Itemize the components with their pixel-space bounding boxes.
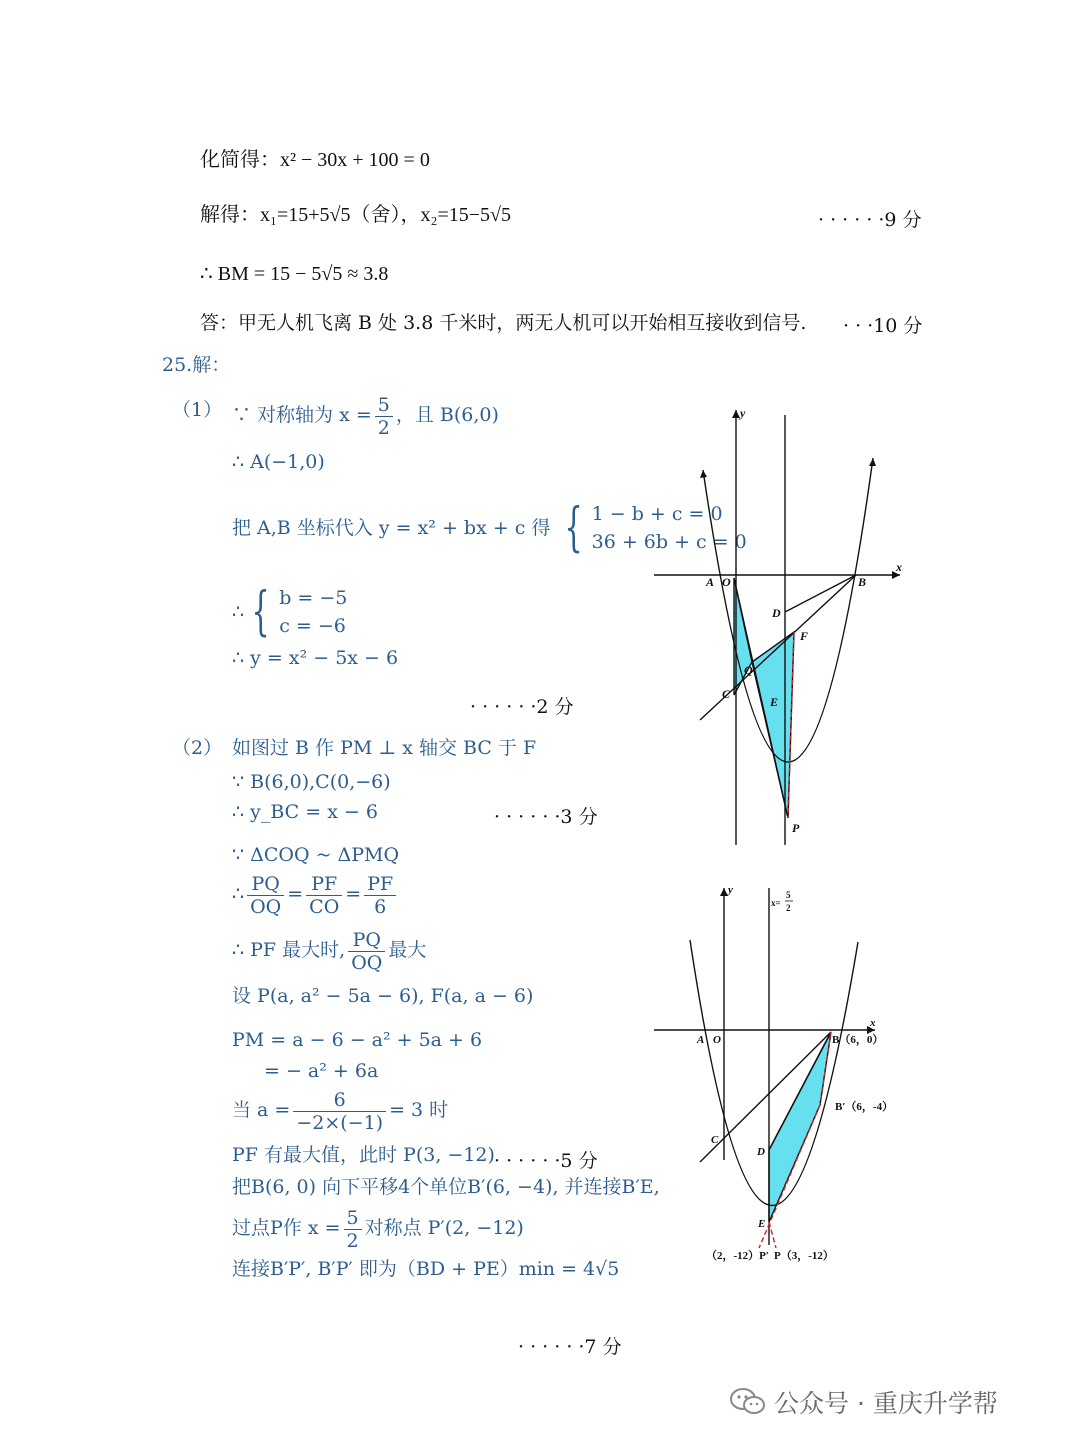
part2-line5: ∴ $\frac{PQ}{OQ}$ = $\frac{PF}{CO}$ = $\frac{PF}{6}$ <box>232 870 399 918</box>
fig1-label-A: A <box>706 575 715 589</box>
fig1-label-D: D <box>772 606 781 620</box>
fig1-label-B: B <box>858 575 867 589</box>
part2-line6: ∴ PF 最大时, $\frac{PQ}{OQ}$ 最大 <box>232 928 427 974</box>
q24-answer: 答：甲无人机飞离 B 处 3.8 千米时，两无人机可以开始相互接收到信号. <box>200 312 807 334</box>
part2-line11: PF 有最大值，此时 P(3, −12) <box>232 1144 495 1166</box>
q24-line1: 化简得：x² − 30x + 100 = 0 <box>200 149 430 171</box>
q25-header: 25.解： <box>162 354 231 376</box>
fig2-axis-den: 2 <box>786 903 791 913</box>
fig2-label-C: C <box>711 1134 719 1146</box>
part2-line4: ∵ ΔCOQ ~ ΔPMQ <box>232 844 400 866</box>
fig2-label-Bprime: B′（6，-4） <box>835 1101 894 1113</box>
part1-line1: ∵ 对称轴为 x = $\frac{5}{2}$ ，且 B(6,0) <box>232 393 499 439</box>
figure-2 <box>640 880 910 1280</box>
q24-line3: ∴ BM = 15 − 5√5 ≈ 3.8 <box>200 263 389 285</box>
part2-line8: PM = a − 6 − a² + 5a + 6 <box>232 1029 483 1051</box>
watermark-text: 公众号 · 重庆升学帮 <box>774 1389 998 1418</box>
fig2-line-EP <box>769 1222 776 1248</box>
fig1-label-O: O <box>722 575 731 589</box>
wechat-icon <box>730 1387 766 1417</box>
fig2-axis-num: 5 <box>786 890 791 900</box>
fig2-shaded-region <box>769 1032 831 1222</box>
fraction-five-halves: $\frac{5}{2}$ <box>375 394 393 439</box>
fig2-axis-label: x= <box>771 898 781 908</box>
part2-line12: 把B(6, 0) 向下平移4个单位B′(6, −4), 并连接B′E, <box>232 1176 660 1198</box>
part2-line9: = − a² + 6a <box>264 1060 379 1082</box>
fig1-label-F: F <box>800 629 809 643</box>
q24-answer-score: · · ·10 分 <box>843 315 923 337</box>
part2-line10: 当 a = $\frac{6}{-2\times(-1)}$ = 3 时 <box>232 1088 449 1134</box>
part2-line3: ∴ y_BC = x − 6 <box>232 801 379 823</box>
equation-system-2: b = −5 c = −6 <box>279 587 348 637</box>
watermark <box>730 1384 998 1420</box>
fig2-label-D: D <box>757 1146 765 1158</box>
fig1-label-C: C <box>722 687 731 701</box>
equation-system-1: 1 − b + c = 0 36 + 6b + c = 0 <box>591 503 747 553</box>
part1-line5: ∴ y = x² − 5x − 6 <box>232 647 399 669</box>
fig1-label-E: E <box>770 695 779 709</box>
figure-1 <box>640 395 920 855</box>
part2-score3: · · · · · ·3 分 <box>494 806 598 828</box>
fig1-label-P: P <box>792 821 800 835</box>
part2-line2: ∵ B(6,0),C(0,−6) <box>232 771 391 793</box>
q24-line2: 解得：x₁=15+5√5（舍），x₂=15−5√5 <box>200 204 512 226</box>
part2-line1: 如图过 B 作 PM ⊥ x 轴交 BC 于 F <box>232 737 537 759</box>
part2-line7: 设 P(a, a² − 5a − 6), F(a, a − 6) <box>232 985 534 1007</box>
fig2-label-E: E <box>758 1218 766 1230</box>
fig1-label-Q: Q <box>744 663 753 677</box>
fig2-x-label: x <box>870 1017 876 1029</box>
part1-score: · · · · · ·2 分 <box>470 696 574 718</box>
part2-line13: 过点P作 x = $\frac{5}{2}$ 对称点 P′(2, −12) <box>232 1206 524 1252</box>
fig2-label-P: P（3，-12） <box>774 1250 834 1262</box>
fig2-label-Pprime: （2，-12）P′ <box>706 1250 769 1262</box>
part2-label: （2） <box>172 737 223 759</box>
fig1-y-label: y <box>740 406 746 420</box>
fig1-line-BD <box>785 575 856 612</box>
fig2-label-A: A <box>697 1034 705 1046</box>
part1-label: （1） <box>172 399 223 421</box>
fig1-x-label: x <box>896 560 902 574</box>
part2-score7: · · · · · ·7 分 <box>518 1336 622 1358</box>
part1-line4: ∴ { b = −5 c = −6 <box>232 582 348 642</box>
fig2-label-O: O <box>713 1034 721 1046</box>
part1-line3: 把 A,B 坐标代入 y = x² + bx + c 得 { 1 − b + c = 0 36 + 6b + c = 0 <box>232 498 747 558</box>
part2-line14: 连接B′P′, B′P′ 即为（BD + PE）min = 4√5 <box>232 1258 620 1280</box>
q24-line2-score: · · · · · ·9 分 <box>818 209 922 231</box>
fig2-label-B: B（6，0） <box>832 1034 884 1046</box>
fig2-y-label: y <box>728 884 733 896</box>
part2-score5: · · · · · ·5 分 <box>494 1150 598 1172</box>
part1-line2: ∴ A(−1,0) <box>232 451 325 473</box>
